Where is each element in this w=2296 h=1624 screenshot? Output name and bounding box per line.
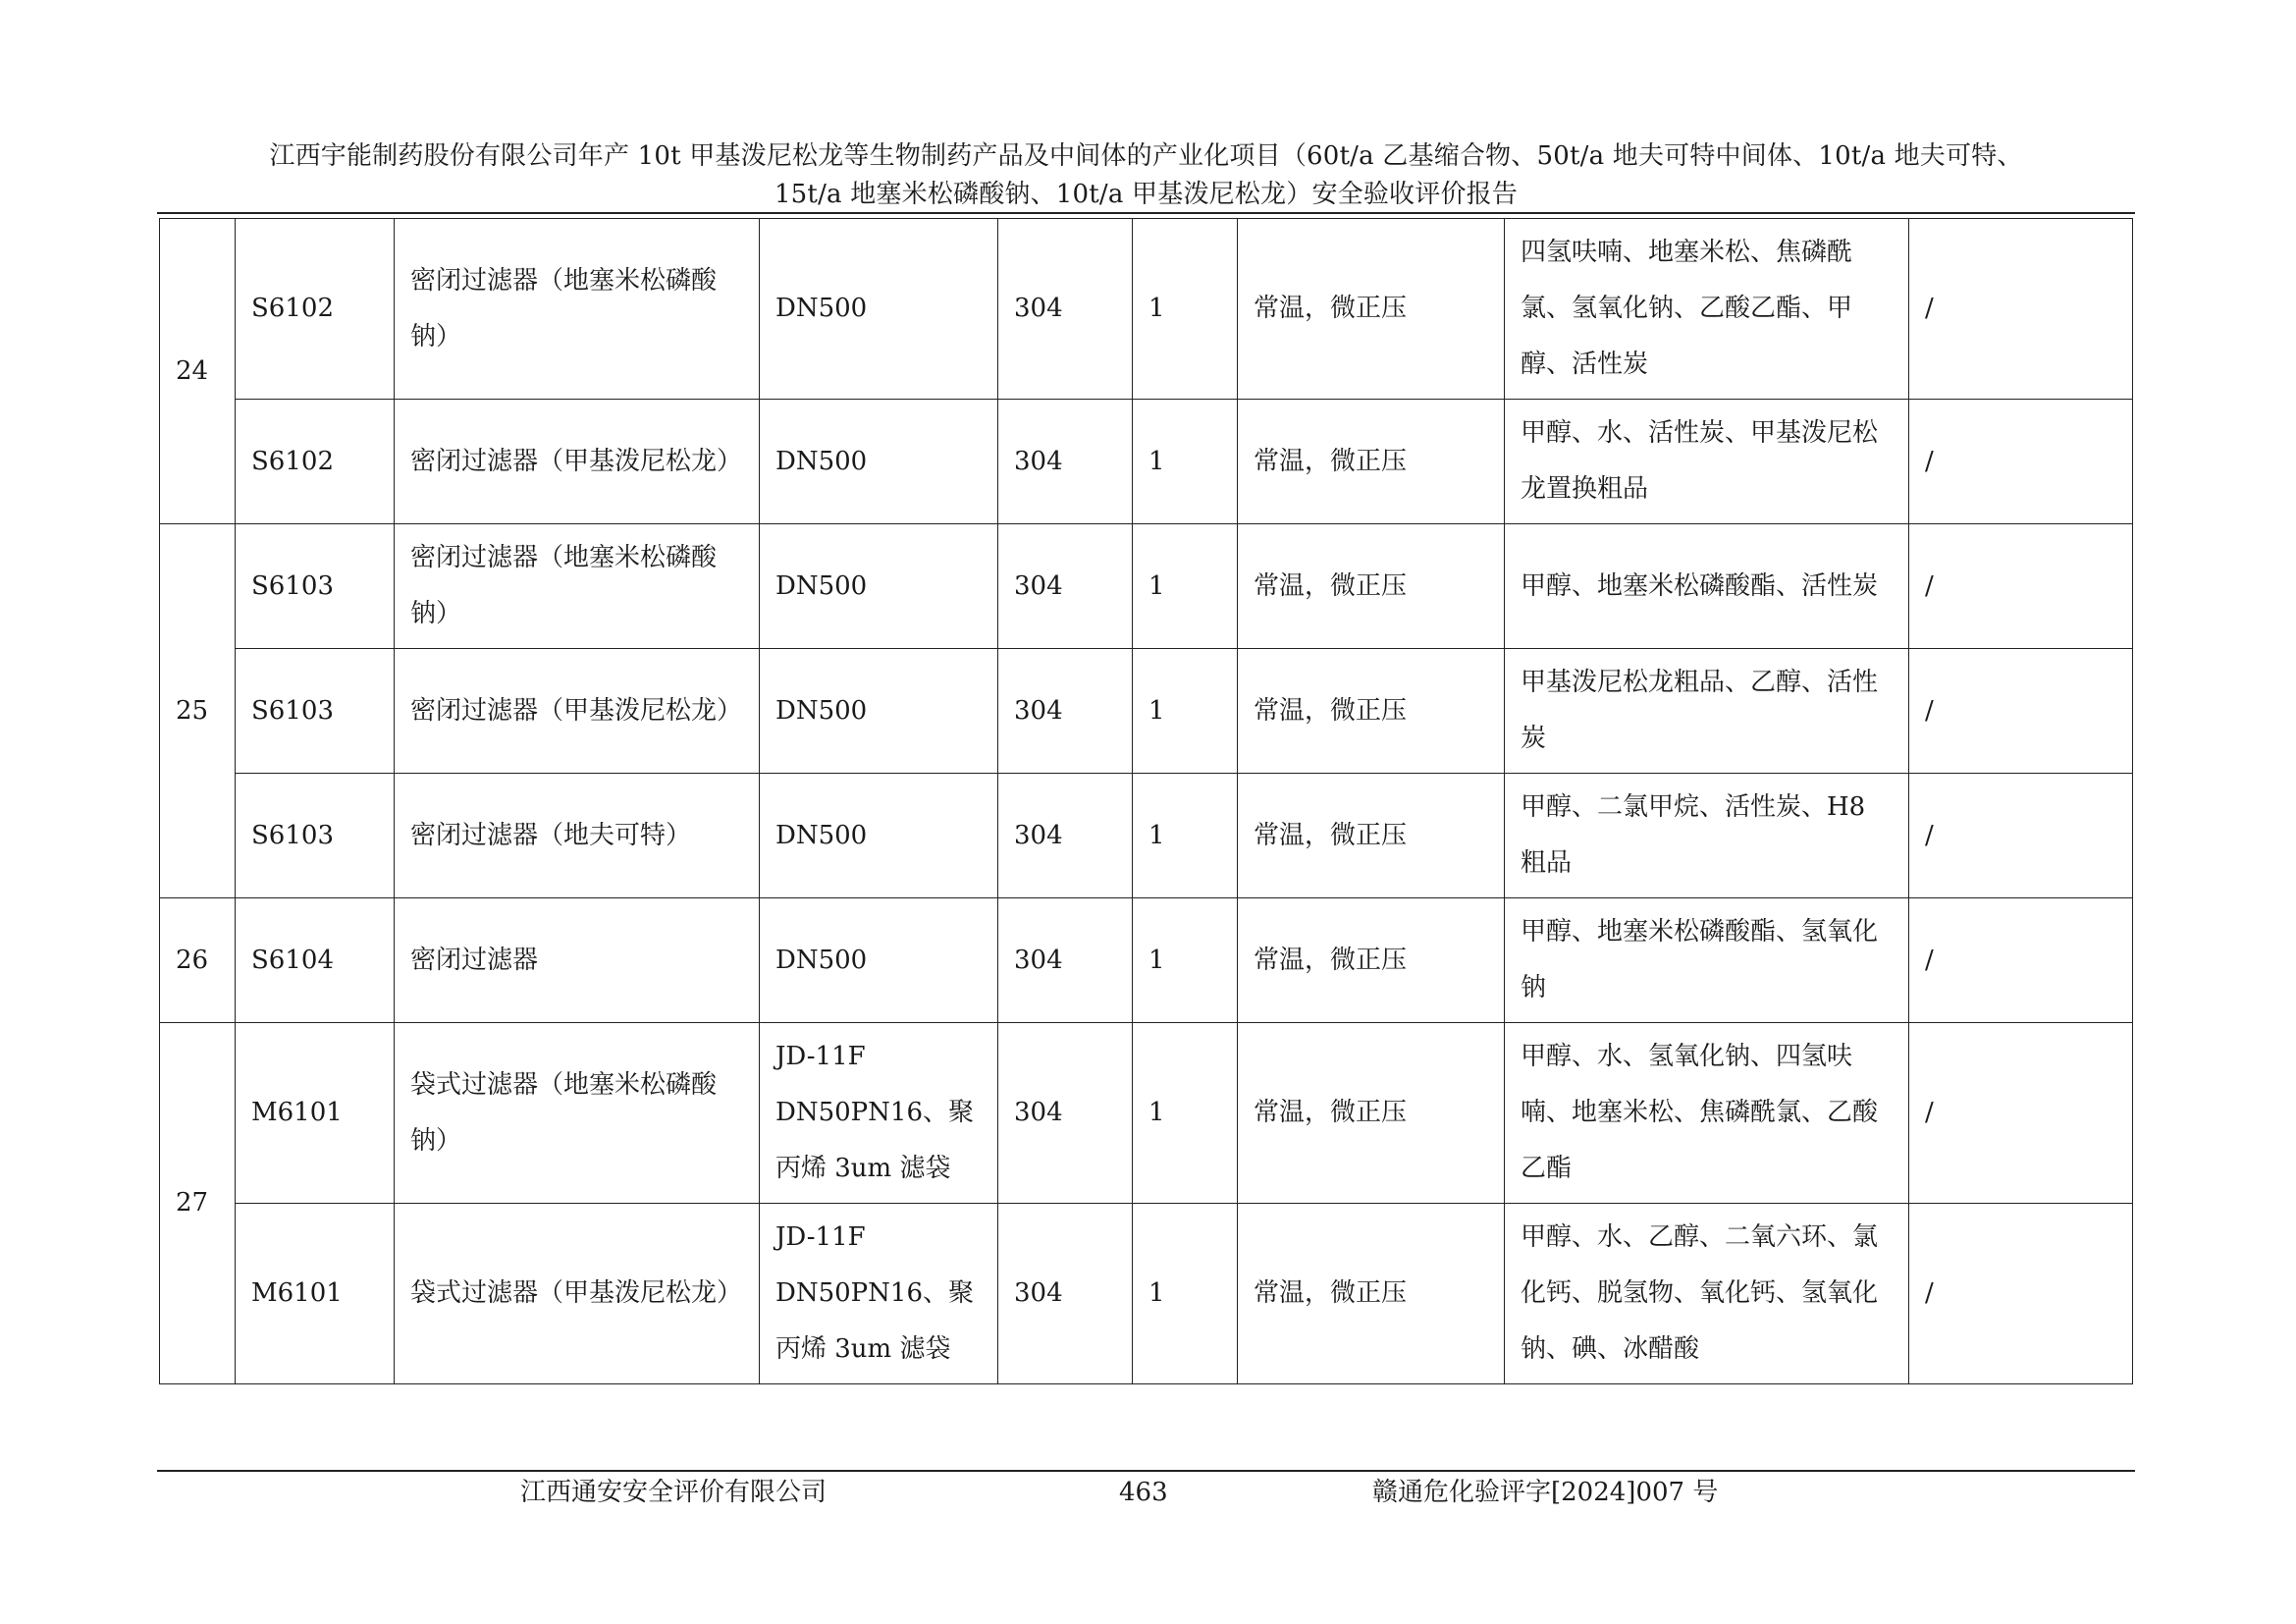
material-cell: 304 xyxy=(998,898,1133,1023)
equipment-name-cell: 密闭过滤器（地塞米松磷酸钠） xyxy=(395,524,760,649)
equipment-name-cell: 袋式过滤器（地塞米松磷酸钠） xyxy=(395,1023,760,1204)
equipment-name-cell: 袋式过滤器（甲基泼尼松龙） xyxy=(395,1204,760,1384)
equipment-name-cell: 密闭过滤器（甲基泼尼松龙） xyxy=(395,649,760,774)
material-cell: 304 xyxy=(998,649,1133,774)
material-cell: 304 xyxy=(998,524,1133,649)
quantity-cell: 1 xyxy=(1133,898,1238,1023)
quantity-cell: 1 xyxy=(1133,524,1238,649)
media-cell: 四氢呋喃、地塞米松、焦磷酰氯、氢氧化钠、乙酸乙酯、甲醇、活性炭 xyxy=(1505,219,1909,400)
equipment-code-cell: M6101 xyxy=(236,1023,395,1204)
table-row xyxy=(160,898,2133,1023)
operating-condition-cell: 常温，微正压 xyxy=(1238,400,1505,524)
equipment-name-cell: 密闭过滤器 xyxy=(395,898,760,1023)
remark-cell: / xyxy=(1909,1204,2133,1384)
row-number-cell: 27 xyxy=(160,1023,236,1384)
equipment-code-cell: S6102 xyxy=(236,219,395,400)
footer-page-number: 463 xyxy=(1119,1478,1168,1507)
equipment-table xyxy=(159,218,2133,1384)
quantity-cell: 1 xyxy=(1133,219,1238,400)
footer-divider xyxy=(157,1470,2135,1472)
row-number-cell: 26 xyxy=(160,898,236,1023)
spec-cell: DN500 xyxy=(760,774,998,898)
table-row xyxy=(160,524,2133,649)
row-number-cell: 24 xyxy=(160,219,236,524)
material-cell: 304 xyxy=(998,1023,1133,1204)
media-cell: 甲醇、水、活性炭、甲基泼尼松龙置换粗品 xyxy=(1505,400,1909,524)
spec-cell: DN500 xyxy=(760,524,998,649)
remark-cell: / xyxy=(1909,649,2133,774)
equipment-name-cell: 密闭过滤器（地塞米松磷酸钠） xyxy=(395,219,760,400)
operating-condition-cell: 常温，微正压 xyxy=(1238,898,1505,1023)
media-cell: 甲基泼尼松龙粗品、乙醇、活性炭 xyxy=(1505,649,1909,774)
table-row xyxy=(160,219,2133,400)
quantity-cell: 1 xyxy=(1133,649,1238,774)
row-number-cell: 25 xyxy=(160,524,236,898)
quantity-cell: 1 xyxy=(1133,774,1238,898)
table-row xyxy=(160,1023,2133,1204)
header-divider xyxy=(157,212,2135,214)
spec-cell: JD-11F DN50PN16、聚丙烯 3um 滤袋 xyxy=(760,1023,998,1204)
table-row xyxy=(160,1204,2133,1384)
equipment-code-cell: M6101 xyxy=(236,1204,395,1384)
spec-cell: DN500 xyxy=(760,219,998,400)
equipment-code-cell: S6103 xyxy=(236,774,395,898)
remark-cell: / xyxy=(1909,898,2133,1023)
media-cell: 甲醇、地塞米松磷酸酯、活性炭 xyxy=(1505,524,1909,649)
quantity-cell: 1 xyxy=(1133,1023,1238,1204)
operating-condition-cell: 常温，微正压 xyxy=(1238,219,1505,400)
quantity-cell: 1 xyxy=(1133,400,1238,524)
operating-condition-cell: 常温，微正压 xyxy=(1238,649,1505,774)
equipment-name-cell: 密闭过滤器（地夫可特） xyxy=(395,774,760,898)
spec-cell: DN500 xyxy=(760,400,998,524)
spec-cell: JD-11F DN50PN16、聚丙烯 3um 滤袋 xyxy=(760,1204,998,1384)
material-cell: 304 xyxy=(998,400,1133,524)
operating-condition-cell: 常温，微正压 xyxy=(1238,1023,1505,1204)
equipment-code-cell: S6102 xyxy=(236,400,395,524)
quantity-cell: 1 xyxy=(1133,1204,1238,1384)
operating-condition-cell: 常温，微正压 xyxy=(1238,524,1505,649)
header-title-line2: 15t/a 地塞米松磷酸钠、10t/a 甲基泼尼松龙）安全验收评价报告 xyxy=(774,180,1519,209)
operating-condition-cell: 常温，微正压 xyxy=(1238,774,1505,898)
operating-condition-cell: 常温，微正压 xyxy=(1238,1204,1505,1384)
remark-cell: / xyxy=(1909,400,2133,524)
media-cell: 甲醇、二氯甲烷、活性炭、H8 粗品 xyxy=(1505,774,1909,898)
equipment-table-body xyxy=(160,219,2133,1384)
media-cell: 甲醇、水、氢氧化钠、四氢呋喃、地塞米松、焦磷酰氯、乙酸乙酯 xyxy=(1505,1023,1909,1204)
equipment-name-cell: 密闭过滤器（甲基泼尼松龙） xyxy=(395,400,760,524)
remark-cell: / xyxy=(1909,219,2133,400)
report-header xyxy=(157,137,2135,214)
header-title-line1: 江西宇能制药股份有限公司年产 10t 甲基泼尼松龙等生物制药产品及中间体的产业化项目（60t/a 乙基缩合物、50t/a 地夫可特中间体、10t/a 地夫可特、 xyxy=(269,141,2023,171)
media-cell: 甲醇、水、乙醇、二氧六环、氯化钙、脱氢物、氧化钙、氢氧化钠、碘、冰醋酸 xyxy=(1505,1204,1909,1384)
equipment-code-cell: S6103 xyxy=(236,524,395,649)
footer-doc-number: 赣通危化验评字[2024]007 号 xyxy=(1372,1478,1719,1507)
table-row xyxy=(160,400,2133,524)
equipment-code-cell: S6104 xyxy=(236,898,395,1023)
remark-cell: / xyxy=(1909,774,2133,898)
remark-cell: / xyxy=(1909,524,2133,649)
material-cell: 304 xyxy=(998,219,1133,400)
table-row xyxy=(160,649,2133,774)
material-cell: 304 xyxy=(998,774,1133,898)
remark-cell: / xyxy=(1909,1023,2133,1204)
table-row xyxy=(160,774,2133,898)
equipment-code-cell: S6103 xyxy=(236,649,395,774)
media-cell: 甲醇、地塞米松磷酸酯、氢氧化钠 xyxy=(1505,898,1909,1023)
spec-cell: DN500 xyxy=(760,649,998,774)
material-cell: 304 xyxy=(998,1204,1133,1384)
footer-company: 江西通安安全评价有限公司 xyxy=(520,1478,828,1507)
spec-cell: DN500 xyxy=(760,898,998,1023)
